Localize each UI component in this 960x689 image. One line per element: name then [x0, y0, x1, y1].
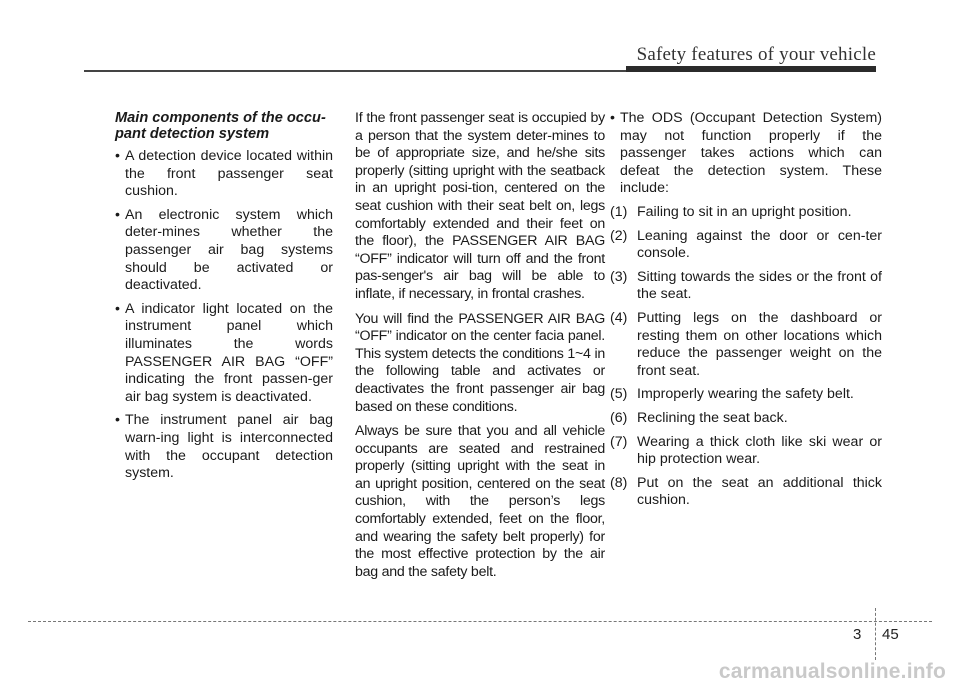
component-list	[115, 148, 333, 483]
list-item: (8) Put on the seat an additional thick cushion.	[610, 474, 882, 509]
right-column	[610, 110, 882, 516]
paragraph: Always be sure that you and all vehicle occupants are seated and restrained properly (sitting upright with the seat in an upright position, centered on the seat cushion, with the person’s legs comfortably extended, feet on the floor, and wearing the safety belt properly) for the most effective protection by the air bag and the safety belt.	[355, 423, 605, 580]
list-item: (4) Putting legs on the dashboard or resting them on other locations which reduce the passenger weight on the front seat.	[610, 309, 882, 379]
subsection-heading: Main components of the occu-pant detection system	[115, 110, 326, 142]
list-item: • The instrument panel air bag warn-ing light is interconnected with the occupant detection system.	[115, 412, 333, 482]
chapter-number: 3	[853, 626, 862, 643]
list-item: (6) Reclining the seat back.	[610, 409, 788, 426]
conditions-list	[610, 204, 882, 510]
list-item: (7) Wearing a thick cloth like ski wear or hip protection wear.	[610, 433, 882, 468]
ods-note	[610, 110, 882, 198]
section-title: Safety features of your vehicle	[636, 44, 876, 65]
watermark: carmanualsonline.info	[718, 660, 946, 683]
left-column	[115, 110, 333, 489]
list-item: • A indicator light located on the instrument panel which illuminates the words PASSENGER AIR BAG “OFF” indicating the front passen-ger air bag system is deactivated.	[115, 301, 333, 407]
paragraph: You will find the PASSENGER AIR BAG “OFF” indicator on the center facia panel. This system detects the conditions 1~4 in the following table and activates or deactivates the front passenger air bag based on these conditions.	[355, 310, 605, 415]
list-item: (2) Leaning against the door or cen-ter console.	[610, 227, 882, 262]
list-item: (3) Sitting towards the sides or the front of the seat.	[610, 268, 882, 303]
list-item: • A detection device located within the front passenger seat cushion.	[115, 148, 333, 201]
list-item: • An electronic system which deter-mines whether the passenger air bag systems should be activated or deactivated.	[115, 207, 333, 295]
page-number: 45	[882, 626, 899, 643]
list-item: • The ODS (Occupant Detection System) may not function properly if the passenger takes actions which can defeat the detection system. These include:	[610, 110, 882, 198]
middle-column	[355, 110, 605, 588]
paragraph: If the front passenger seat is occupied by a person that the system deter-mines to be of appropriate size, and he/she sits properly (sitting upright with the seatback in an upright posi-tion, centered on the seat cushion with their seat belt on, legs comfortably extended and their feet on the floor), the PASSENGER AIR BAG “OFF” indicator will turn off and the front pas-senger's air bag will be able to inflate, if necessary, in frontal crashes.	[355, 110, 605, 302]
footer-divider	[875, 608, 876, 660]
list-item: (1) Failing to sit in an upright position.	[610, 203, 852, 220]
footer-rule	[28, 621, 932, 622]
header-rule-accent	[626, 66, 876, 72]
list-item: (5) Improperly wearing the safety belt.	[610, 386, 854, 403]
